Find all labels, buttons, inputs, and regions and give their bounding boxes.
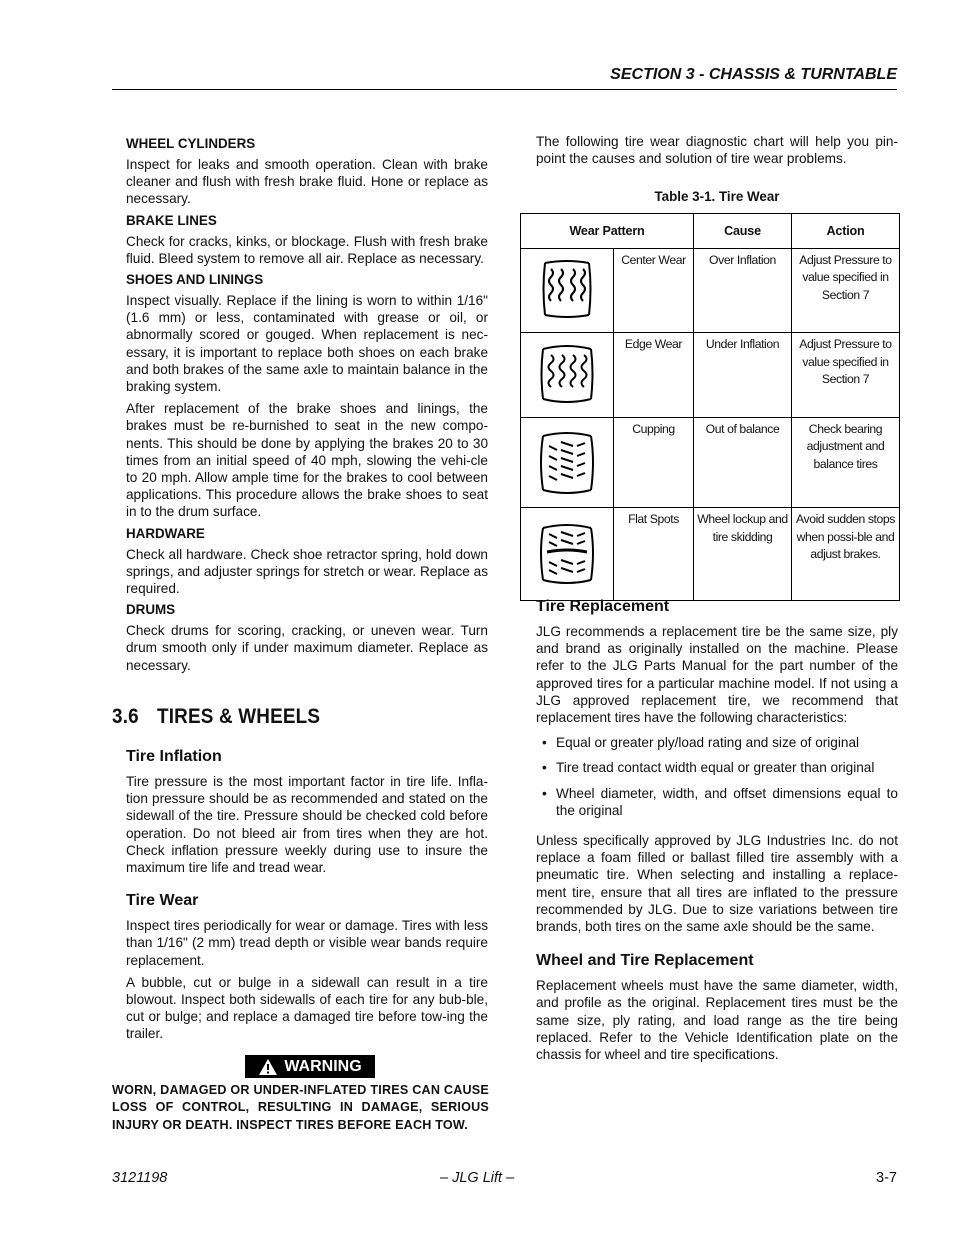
table-caption: Table 3-1. Tire Wear <box>654 189 780 205</box>
pattern-cell: Flat Spots <box>614 508 694 600</box>
cause-cell: Under Inflation <box>694 333 792 417</box>
right-column <box>536 133 898 216</box>
action-cell: Adjust Pressure to value specified in Section 7 <box>792 249 900 333</box>
list-item: • Equal or greater ply/load rating and size of original <box>536 734 898 751</box>
hardware-text: Check all hardware. Check shoe retractor spring, hold down springs, and adjuster springs for stretch or wear. Replace as required. <box>126 546 488 597</box>
header-action: Action <box>792 214 900 249</box>
center-wear-tire-icon <box>521 249 614 333</box>
header-wear-pattern: Wear Pattern <box>521 214 694 249</box>
warning-triangle-icon <box>258 1058 278 1076</box>
tire-wear-text-1: Inspect tires periodically for wear or damage. Tires with less than 1/16" (2 mm) tread depth or visible wear bands require replacement. <box>126 918 488 968</box>
shoes-linings-text-2: After replacement of the brake shoes and linings, the brakes must be re-burnished to seat in the new compo-nents. This should be done by applying the brakes 20 to 30 times from an initial speed of 40 mph, slowing the vehi-cle to 20 mph. Allow ample time for the brakes to cool between applications. This procedure allows the brake shoes to seat in to the drum surface. <box>126 401 488 520</box>
left-column-tires <box>126 748 488 1048</box>
left-column <box>126 133 488 679</box>
table-intro: The following tire wear diagnostic chart will help you pin-point the causes and solution of tire wear problems. <box>536 134 898 167</box>
warning-label-text: WARNING <box>284 1057 362 1075</box>
wheel-tire-replacement-text: Replacement wheels must have the same diameter, width, and profile as the original. Replacement tires must be the same size, ply rating, and load range as the tire being replaced. Refer to the Vehicle Identification plate on the chassis for wheel and tire specifications. <box>536 978 898 1063</box>
action-cell: Adjust Pressure to value specified in Section 7 <box>792 333 900 417</box>
table-row <box>521 508 900 600</box>
replacement-bullet-list <box>536 734 898 819</box>
tire-wear-table <box>520 213 900 601</box>
hardware-heading: HARDWARE <box>126 525 205 541</box>
brake-lines-heading: BRAKE LINES <box>126 212 217 228</box>
table-row <box>521 417 900 507</box>
cause-cell: Out of balance <box>694 417 792 507</box>
shoes-linings-text-1: Inspect visually. Replace if the lining is worn to within 1/16" (1.6 mm) or less, contaminated with grease or oil, or abnormally scored or gouged. When replacement is nec-essary, it is important to replace both shoes on each brake and both brakes of the same axle to maintain balance in the braking system. <box>126 293 488 395</box>
drums-text: Check drums for scoring, cracking, or uneven wear. Turn drum smooth only if under maximum diameter. Replace as necessary. <box>126 623 488 673</box>
list-item: • Wheel diameter, width, and offset dimensions equal to the original <box>536 785 898 819</box>
footer-page-number: 3-7 <box>876 1170 897 1186</box>
action-cell: Avoid sudden stops when possi-ble and adjust brakes. <box>792 508 900 600</box>
tire-inflation-text: Tire pressure is the most important factor in tire life. Infla-tion pressure should be as recommended and stated on the sidewall of the tire. Pressure should be checked cold before operation. Do not bleed air from tires when they are hot. Check inflation pressure weekly during use to insure the maximum tire life and tread wear. <box>126 774 488 876</box>
tire-wear-heading: Tire Wear <box>126 892 199 910</box>
pattern-cell: Center Wear <box>614 249 694 333</box>
table-row <box>521 249 900 333</box>
pattern-cell: Edge Wear <box>614 333 694 417</box>
pattern-cell: Cupping <box>614 417 694 507</box>
wheel-cylinders-text: Inspect for leaks and smooth operation. Clean with brake cleaner and flush with fresh brake fluid. Hone or replace as necessary. <box>126 157 488 207</box>
tire-replacement-text-2: Unless specifically approved by JLG Industries Inc. do not replace a foam filled or ballast filled tire assembly with a pneumatic tire. When selecting and installing a replace-ment tire, ensure that all tires are inflated to the pressure recommended by JLG. Due to size variations between tire brands, both tires on the same axle should be the same. <box>536 833 898 935</box>
warning-label <box>245 1055 375 1078</box>
section-header: SECTION 3 - CHASSIS & TURNTABLE <box>610 66 897 83</box>
action-cell: Check bearing adjustment and balance tires <box>792 417 900 507</box>
right-column-replacement <box>536 598 898 1068</box>
wheel-cylinders-heading: WHEEL CYLINDERS <box>126 136 256 151</box>
wheel-tire-replacement-heading: Wheel and Tire Replacement <box>536 952 754 970</box>
tire-wear-text-2: A bubble, cut or bulge in a sidewall can result in a tire blowout. Inspect both sidewalls of each tire for any bub-ble, cut or bulge; and replace a damaged tire before tow-ing the trailer. <box>126 974 488 1042</box>
warning-text: WORN, DAMAGED OR UNDER-INFLATED TIRES CAN CAUSE LOSS OF CONTROL, RESULTING IN DAMAGE, SERIOUS INJURY OR DEATH. INSPECT TIRES BEFORE EACH TOW. <box>112 1083 489 1132</box>
cupping-tire-icon <box>521 417 614 507</box>
cause-cell: Wheel lockup and tire skidding <box>694 508 792 600</box>
footer-doc-number: 3121198 <box>112 1170 168 1186</box>
section-number: 3.6 <box>112 705 139 728</box>
table-header-row <box>521 214 900 249</box>
tire-replacement-text-1: JLG recommends a replacement tire be the same size, ply and brand as originally installed on the machine. Please refer to the JLG Parts Manual for the part number of the approved tires for a particular machine model. If not using a JLG approved replacement tire, we recommend that replacement tires have the following characteristics: <box>536 624 898 726</box>
tire-replacement-heading: Tire Replacement <box>536 598 670 615</box>
drums-heading: DRUMS <box>126 602 176 618</box>
header-rule <box>112 89 897 90</box>
brake-lines-text: Check for cracks, kinks, or blockage. Flush with fresh brake fluid. Bleed system to remove all air. Replace as necessary. <box>126 233 488 266</box>
tire-inflation-heading: Tire Inflation <box>126 748 222 765</box>
edge-wear-tire-icon <box>521 333 614 417</box>
table-row <box>521 333 900 417</box>
shoes-linings-heading: SHOES AND LININGS <box>126 272 264 288</box>
cause-cell: Over Inflation <box>694 249 792 333</box>
list-item: • Tire tread contact width equal or greater than original <box>536 759 898 776</box>
section-title <box>112 705 320 729</box>
section-name: TIRES & WHEELS <box>157 705 321 728</box>
footer-title: – JLG Lift – <box>440 1170 515 1186</box>
flat-spots-tire-icon <box>521 508 614 600</box>
header-cause: Cause <box>694 214 792 249</box>
